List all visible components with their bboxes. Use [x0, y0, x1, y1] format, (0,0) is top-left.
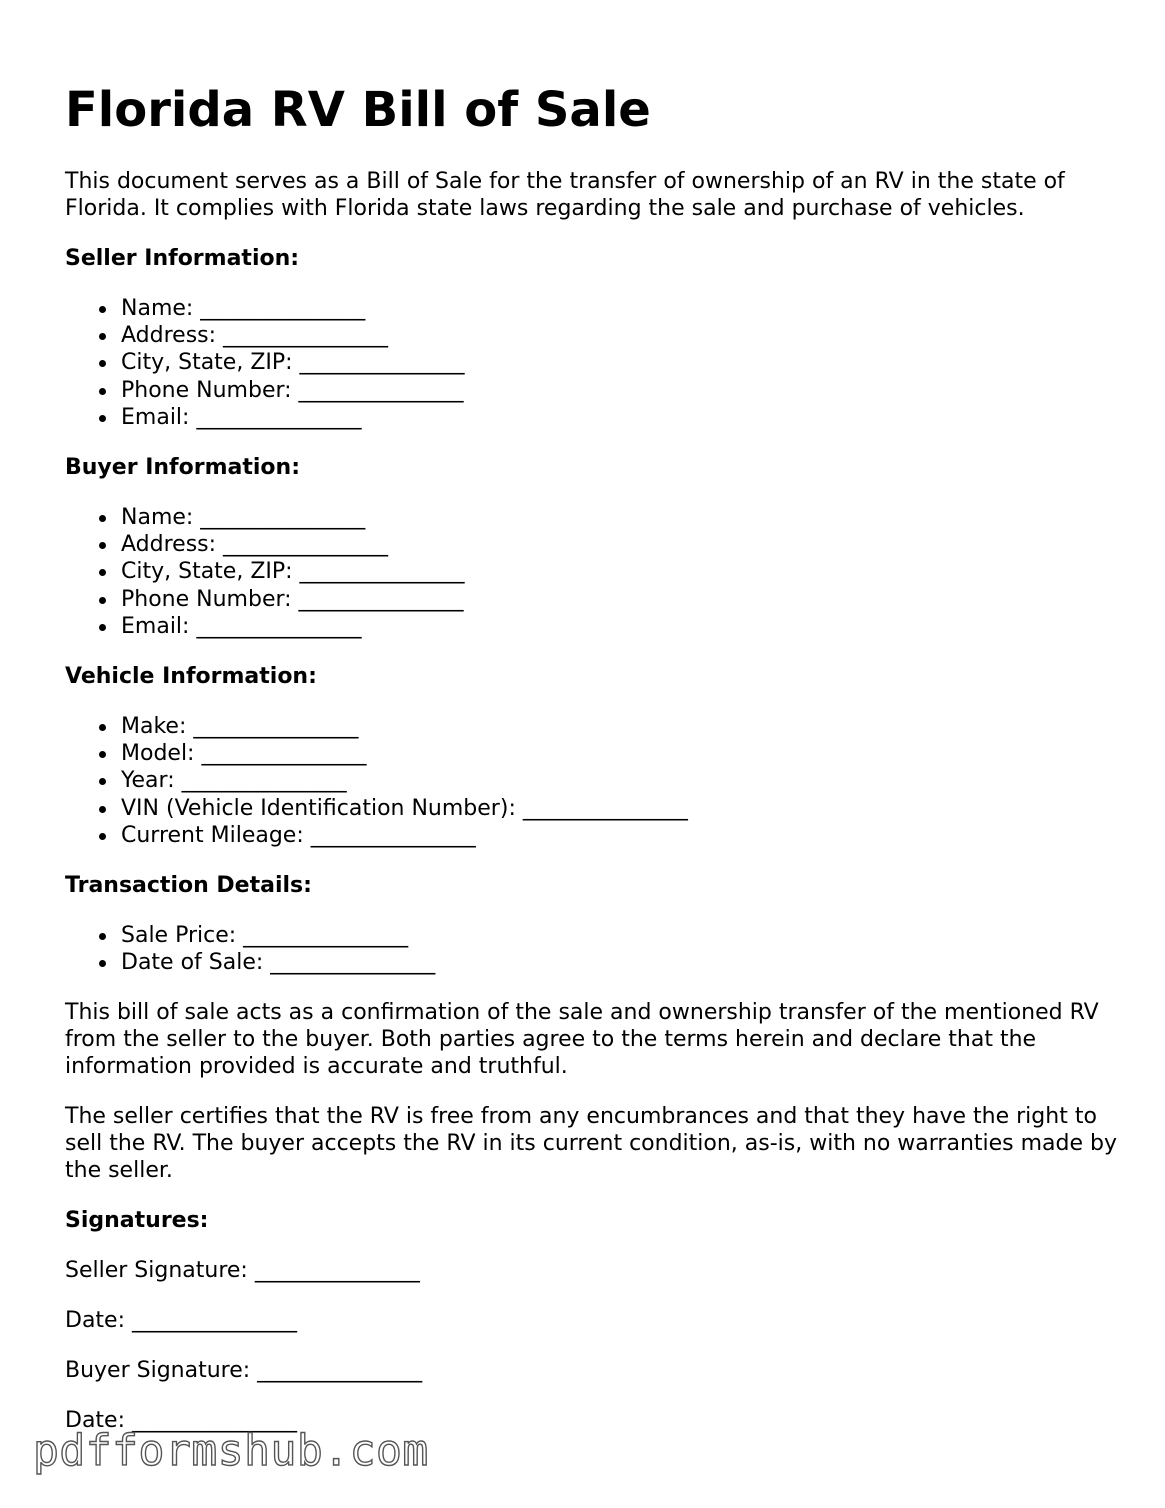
signatures-heading: Signatures:	[65, 1208, 209, 1234]
vehicle-heading: Vehicle Information:	[65, 664, 317, 690]
buyer-list	[65, 504, 1125, 640]
seller-heading: Seller Information:	[65, 246, 300, 271]
seller-phone-field[interactable]: Phone Number: _______________	[121, 377, 1125, 404]
vehicle-make-field[interactable]: Make: _______________	[121, 713, 1125, 740]
seller-date-field[interactable]: Date: _______________	[65, 1308, 297, 1334]
sale-price-field[interactable]: Sale Price: _______________	[121, 922, 1125, 949]
buyer-address-field[interactable]: Address: _______________	[121, 531, 1125, 558]
intro-paragraph: This document serves as a Bill of Sale for the transfer of ownership of an RV in the state of Florida. It complies with Florida state laws regarding the sale and purchase of vehicles.	[65, 169, 1065, 221]
date-of-sale-field[interactable]: Date of Sale: _______________	[121, 949, 1125, 976]
buyer-date-field[interactable]: Date: _______________	[65, 1408, 297, 1434]
transaction-heading: Transaction Details:	[65, 873, 312, 899]
seller-name-field[interactable]: Name: _______________	[121, 295, 1125, 322]
vehicle-vin-field[interactable]: VIN (Vehicle Identification Number): _______________	[121, 795, 1125, 822]
vehicle-model-field[interactable]: Model: _______________	[121, 740, 1125, 767]
transaction-list	[65, 922, 1125, 976]
seller-email-field[interactable]: Email: _______________	[121, 404, 1125, 431]
page-title: Florida RV Bill of Sale	[65, 82, 651, 138]
document-page	[65, 0, 1125, 1434]
watermark-text: pdfformshub.com	[33, 1426, 429, 1476]
buyer-phone-field[interactable]: Phone Number: _______________	[121, 586, 1125, 613]
buyer-signature-field[interactable]: Buyer Signature: _______________	[65, 1358, 423, 1384]
seller-city-state-zip-field[interactable]: City, State, ZIP: _______________	[121, 349, 1125, 376]
vehicle-list	[65, 713, 1125, 849]
buyer-city-state-zip-field[interactable]: City, State, ZIP: _______________	[121, 558, 1125, 585]
vehicle-mileage-field[interactable]: Current Mileage: _______________	[121, 822, 1125, 849]
buyer-email-field[interactable]: Email: _______________	[121, 613, 1125, 640]
buyer-name-field[interactable]: Name: _______________	[121, 504, 1125, 531]
buyer-heading: Buyer Information:	[65, 455, 300, 481]
seller-signature-field[interactable]: Seller Signature: _______________	[65, 1258, 420, 1284]
confirmation-paragraph: This bill of sale acts as a confirmation of the sale and ownership transfer of the mentioned RV from the seller to the buyer. Both parties agree to the terms herein and declare that the information provided is accurate and truthful.	[65, 1000, 1099, 1080]
vehicle-year-field[interactable]: Year: _______________	[121, 767, 1125, 794]
seller-address-field[interactable]: Address: _______________	[121, 322, 1125, 349]
seller-list	[65, 295, 1125, 431]
certification-paragraph: The seller certifies that the RV is free from any encumbrances and that they have the right to sell the RV. The buyer accepts the RV in its current condition, as-is, with no warranties made by the seller.	[65, 1104, 1118, 1184]
